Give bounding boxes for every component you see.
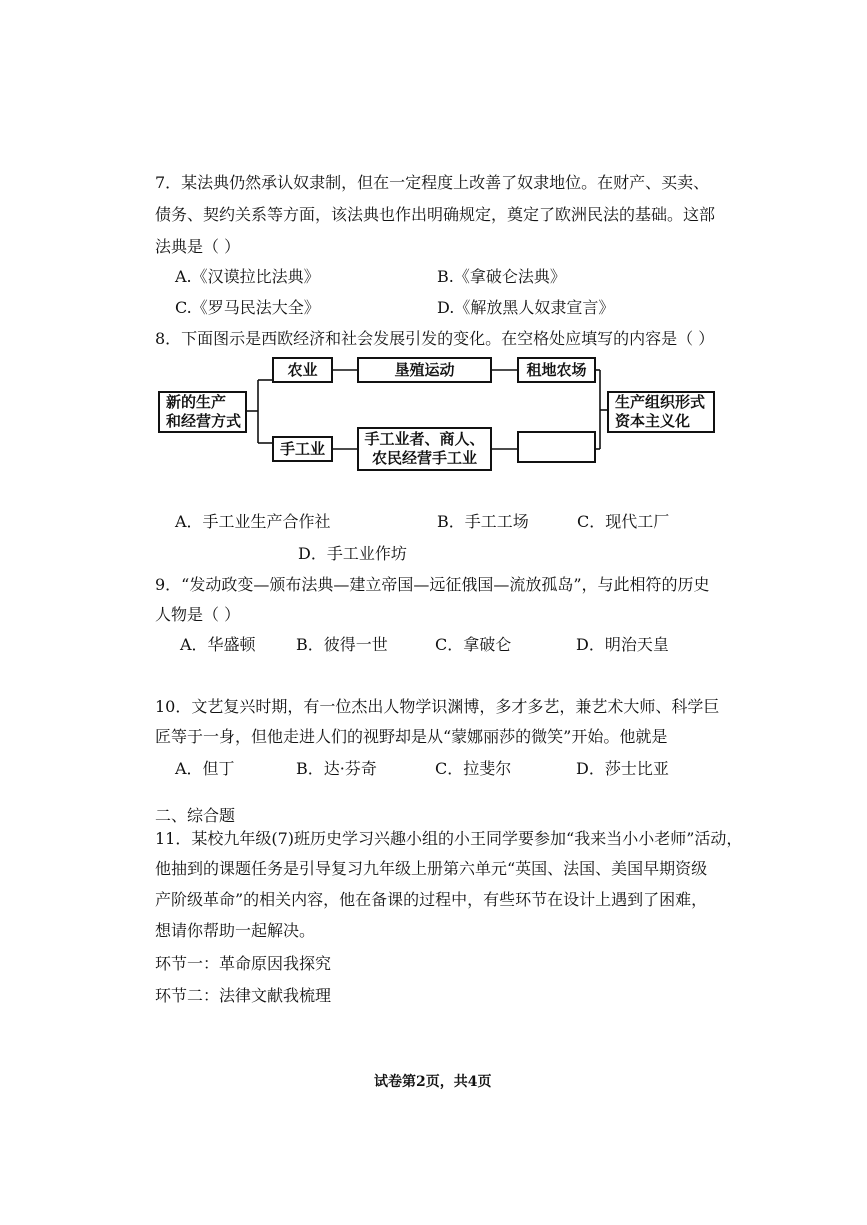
q7-line-1: 7．某法典仍然承认奴隶制，但在一定程度上改善了奴隶地位。在财产、买卖、 bbox=[155, 173, 710, 192]
page-footer: 试卷第2页，共4页 bbox=[374, 1074, 492, 1090]
diagram-agriculture-box: 农业 bbox=[272, 357, 333, 383]
q10-option-c: C．拉斐尔 bbox=[435, 759, 512, 778]
q11-step-1: 环节一：革命原因我探究 bbox=[155, 954, 332, 973]
q9-line-2: 人物是（ ） bbox=[155, 605, 241, 624]
diagram-craft-mid-line-2: 农民经营手工业 bbox=[371, 449, 477, 467]
diagram-result-line-1: 生产组织形式 bbox=[615, 393, 706, 411]
q7-option-b: B.《拿破仑法典》 bbox=[437, 267, 566, 286]
diagram-reclamation-box: 垦殖运动 bbox=[357, 357, 492, 383]
q7-line-2: 债务、契约关系等方面，该法典也作出明确规定，奠定了欧洲民法的基础。这部 bbox=[155, 205, 716, 224]
diagram-handicraft-box: 手工业 bbox=[272, 436, 333, 462]
q10-option-d: D．莎士比亚 bbox=[576, 759, 669, 778]
q8-stem: 8．下面图示是西欧经济和社会发展引发的变化。在空格处应填写的内容是（ ） bbox=[155, 329, 715, 348]
diagram-root-line-2: 和经营方式 bbox=[166, 412, 242, 430]
diagram-root-line-1: 新的生产 bbox=[166, 393, 227, 411]
q10-line-2: 匠等于一身，但他走进人们的视野却是从“蒙娜丽莎的微笑”开始。他就是 bbox=[155, 727, 668, 746]
q10-line-1: 10．文艺复兴时期，有一位杰出人物学识渊博，多才多艺，兼艺术大师、科学巨 bbox=[155, 697, 720, 716]
q7-option-a: A.《汉谟拉比法典》 bbox=[175, 267, 320, 286]
q8-option-a: A．手工业生产合作社 bbox=[175, 512, 331, 531]
q9-line-1: 9．“发动政变—颁布法典—建立帝国—远征俄国—流放孤岛”，与此相符的历史 bbox=[155, 575, 710, 594]
q11-line-3: 产阶级革命”的相关内容，他在备课的过程中，有些环节在设计上遇到了困难， bbox=[155, 890, 708, 909]
q11-line-2: 他抽到的课题任务是引导复习九年级上册第六单元“英国、法国、美国早期资级 bbox=[155, 859, 708, 878]
diagram-result-box bbox=[607, 391, 715, 433]
q9-option-c: C．拿破仑 bbox=[435, 635, 512, 654]
q8-option-b: B．手工工场 bbox=[437, 512, 529, 531]
q10-option-b: B．达·芬奇 bbox=[296, 759, 377, 778]
q9-option-d: D．明治天皇 bbox=[576, 635, 669, 654]
q8-option-d: D．手工业作坊 bbox=[298, 544, 407, 563]
q11-line-4: 想请你帮助一起解决。 bbox=[155, 921, 316, 940]
q7-option-d: D.《解放黑人奴隶宣言》 bbox=[437, 298, 615, 317]
diagram-leased-farm-box: 租地农场 bbox=[517, 357, 596, 383]
diagram-result-line-2: 资本主义化 bbox=[615, 412, 691, 430]
q10-option-a: A．但丁 bbox=[175, 759, 235, 778]
diagram-craft-mid-line-1: 手工业者、商人、 bbox=[364, 430, 485, 448]
q11-line-1: 11．某校九年级(7)班历史学习兴趣小组的小王同学要参加“我来当小小老师”活动， bbox=[155, 829, 743, 848]
diagram-craft-mid-box bbox=[357, 427, 492, 471]
q7-option-c: C.《罗马民法大全》 bbox=[175, 298, 320, 317]
q8-option-c: C．现代工厂 bbox=[577, 512, 670, 531]
section-2-heading: 二、综合题 bbox=[155, 806, 236, 825]
q11-step-2: 环节二：法律文献我梳理 bbox=[155, 986, 332, 1005]
q9-option-b: B．彼得一世 bbox=[296, 635, 388, 654]
diagram-blank-answer-box bbox=[517, 431, 596, 463]
diagram-root-box bbox=[158, 391, 247, 433]
q9-option-a: A．华盛顿 bbox=[180, 635, 256, 654]
q7-line-3: 法典是（ ） bbox=[155, 237, 241, 256]
